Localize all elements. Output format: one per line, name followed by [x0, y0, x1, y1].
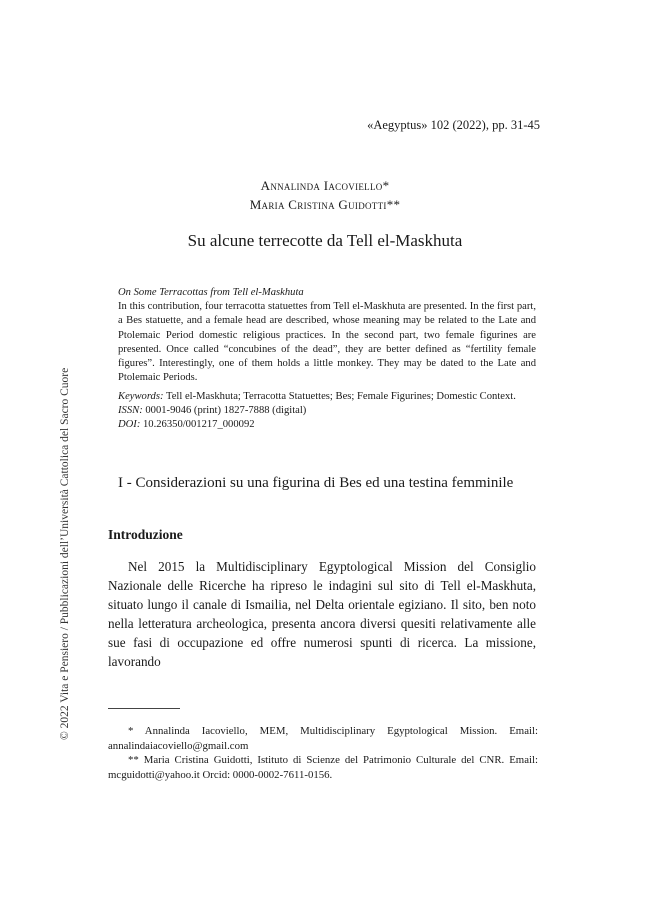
author-2: Maria Cristina Guidotti** [249, 197, 401, 212]
keywords-label: Keywords: [118, 391, 164, 402]
issn-value: 0001-9046 (print) 1827-7888 (digital) [142, 405, 307, 416]
doi-label: DOI: [118, 419, 141, 430]
abstract-text: In this contribution, four terracotta statuettes from Tell el-Maskhuta are presented. In the first part, a Bes statuette, and a female head are described, whose meaning may be related to the Late and Ptolemaic Period domestic religious practices. In the second part, two female figurines are presented. Once called “concubines of the dead”, they are better defined as “fertility female figures”. Interestingly, one of them holds a little monkey. They may be dated to the Late and Ptolemaic Periods. [118, 301, 536, 384]
footnote-2-text: ** Maria Cristina Guidotti, Istituto di Scienze del Patrimonio Culturale del CNR. Email: mcguidotti@yahoo.it Orcid: 0000-0002-7611-0156. [108, 754, 538, 781]
doi-value: 10.26350/001217_000092 [140, 419, 255, 430]
section-heading: I - Considerazioni su una figurina di Bes ed una testina femminile [118, 475, 514, 491]
keywords [118, 390, 536, 404]
issn-label: ISSN: [118, 405, 143, 416]
footnote-1 [108, 724, 538, 753]
footnote-2 [108, 753, 538, 782]
article-metadata [118, 390, 536, 432]
author-1: Annalinda Iacoviello* [260, 178, 390, 193]
abstract-english-title: On Some Terracottas from Tell el-Maskhuta [118, 287, 304, 298]
issn [118, 404, 536, 418]
body-text [108, 557, 536, 671]
footnote-1-text: * Annalinda Iacoviello, MEM, Multidisciplinary Egyptological Mission. Email: annalindaiacoviello@gmail.com [108, 725, 538, 752]
subsection-heading: Introduzione [108, 527, 183, 542]
footnote-divider [108, 708, 180, 709]
abstract [118, 286, 536, 385]
body-paragraph: Nel 2015 la Multidisciplinary Egyptological Mission del Consiglio Nazionale delle Ricerche ha ripreso le indagini sul sito di Tell el-Maskhuta, situato lungo il canale di Ismailia, nel Delta orientale egiziano. Il sito, ben noto nella letteratura archeologica, presenta ancora diversi quesiti relativamente alle sue fasi di occupazione ed offre numerosi spunti di ricerca. La missione, lavorando [108, 559, 536, 669]
copyright-sidebar: © 2022 Vita e Pensiero / Pubblicazioni dell’Università Cattolica del Sacro Cuore [59, 367, 71, 740]
keywords-value: Tell el-Maskhuta; Terracotta Statuettes; Bes; Female Figurines; Domestic Context. [163, 391, 516, 402]
article-title: Su alcune terrecotte da Tell el-Maskhuta [187, 231, 463, 250]
doi [118, 418, 536, 432]
journal-reference: «Aegyptus» 102 (2022), pp. 31-45 [367, 118, 540, 132]
